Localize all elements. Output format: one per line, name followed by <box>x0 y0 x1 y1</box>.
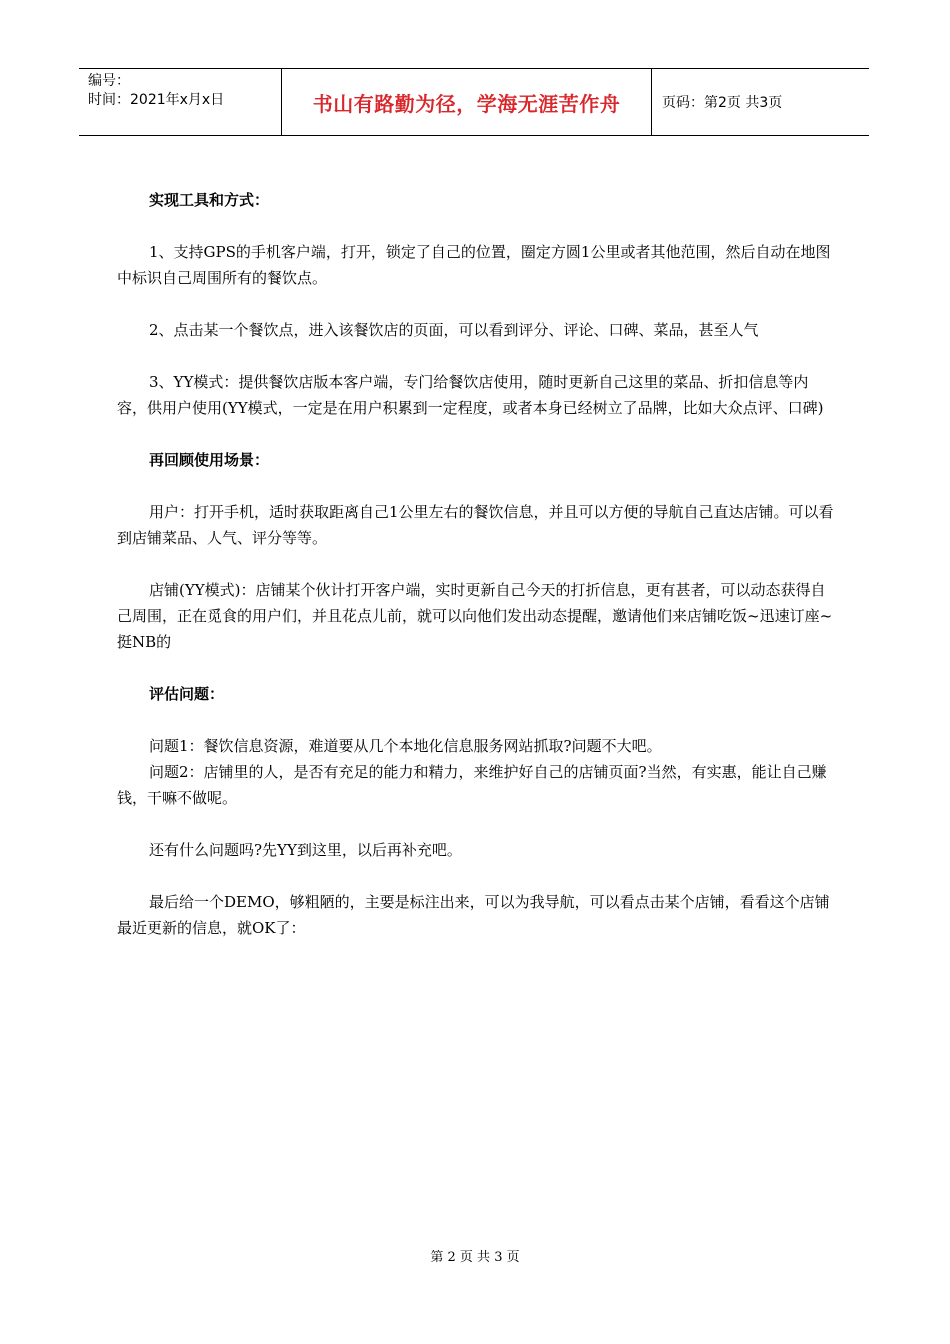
shop-paragraph: 店铺(YY模式)：店铺某个伙计打开客户端，实时更新自己今天的打折信息，更有甚者，可以动态获得自己周围，正在觅食的用户们，并且花点儿前，就可以向他们发出动态提醒，邀请他们来店铺吃饭~迅速订座~挺NB的 <box>117 581 833 651</box>
time-label: 时间：2021年x月x日 <box>88 92 225 108</box>
more-questions: 还有什么问题吗?先YY到这里，以后再补充吧。 <box>149 841 462 859</box>
item-3: 3、YY模式：提供餐饮店版本客户端，专门给餐饮店使用，随时更新自己这里的菜品、折扣信息等内容，供用户使用(YY模式，一定是在用户积累到一定程度，或者本身已经树立了品牌，比如大众点评、口碑) <box>117 373 824 417</box>
header-motto-cell <box>282 69 652 135</box>
item-1: 1、支持GPS的手机客户端，打开，锁定了自己的位置，圈定方圆1公里或者其他范围，然后自动在地图中标识自己周围所有的餐饮点。 <box>117 243 831 287</box>
document-body <box>117 187 835 941</box>
scenario-heading: 再回顾使用场景： <box>149 451 270 469</box>
number-label: 编号： <box>88 73 130 89</box>
page-footer: 第 2 页 共 3 页 <box>430 1250 520 1265</box>
issues-heading: 评估问题： <box>149 685 225 703</box>
issue-1: 问题1：餐饮信息资源，难道要从几个本地化信息服务网站抓取?问题不大吧。 <box>149 737 662 755</box>
header-meta <box>79 69 282 135</box>
issue-2: 问题2：店铺里的人，是否有充足的能力和精力，来维护好自己的店铺页面?当然，有实惠，能让自己赚钱，干嘛不做呢。 <box>117 763 827 807</box>
motto: 书山有路勤为径，学海无涯苦作舟 <box>312 91 621 116</box>
user-paragraph: 用户：打开手机，适时获取距离自己1公里左右的餐饮信息，并且可以方便的导航自己直达店铺。可以看到店铺菜品、人气、评分等等。 <box>117 503 834 547</box>
tools-heading: 实现工具和方式： <box>149 191 270 209</box>
page-label: 页码：第2页 共3页 <box>662 95 783 111</box>
page-header <box>79 68 869 136</box>
header-page-cell <box>652 69 869 135</box>
demo-paragraph: 最后给一个DEMO，够粗陋的，主要是标注出来，可以为我导航，可以看点击某个店铺，看看这个店铺最近更新的信息，就OK了： <box>117 893 830 937</box>
item-2: 2、点击某一个餐饮点，进入该餐饮店的页面，可以看到评分、评论、口碑、菜品，甚至人气 <box>149 321 759 339</box>
